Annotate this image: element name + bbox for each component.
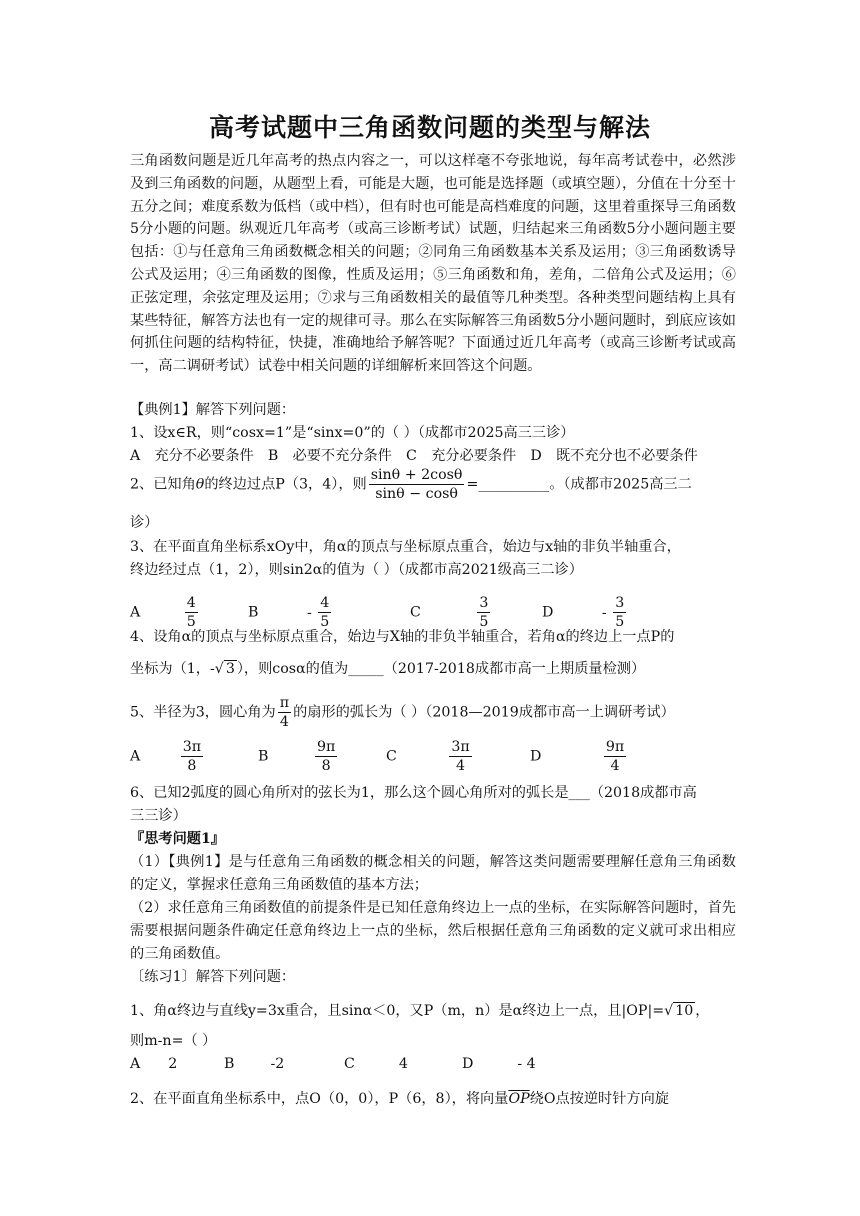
think-paragraph-1: （1）【典例1】是与任意角三角函数的概念相关的问题，解答这类问题需要理解任意角三角函数的定义，掌握求任意角三角函数值的基本方法； <box>130 854 736 893</box>
q5-option-c <box>386 738 474 775</box>
p1-a-letter: A <box>130 1056 141 1072</box>
p1-c-value: 4 <box>398 1056 408 1072</box>
q3-d-sign: - <box>601 604 607 621</box>
q2-theta: θ <box>195 476 205 493</box>
q3-a-den: 5 <box>186 614 196 630</box>
p1-option-c <box>344 1056 408 1072</box>
q2-mid: 的终边过点P（3，4），则 <box>204 476 367 493</box>
p1-c-letter: C <box>344 1056 355 1072</box>
q3-a-letter: A <box>130 604 141 621</box>
sqrt-symbol: √ <box>214 661 224 677</box>
think-paragraph-2: （2）求任意角三角函数值的前提条件是已知任意角终边上一点的坐标，在实际解答问题时，首先需要根据问题条件确定任意角终边上一点的坐标，然后根据任意角三角函数的定义就可求出相应的三角函数值。 <box>130 900 736 962</box>
think-heading: 『思考问题1』 <box>130 831 225 847</box>
q3-b-num: 4 <box>320 595 330 611</box>
q5-d-den: 4 <box>610 758 620 774</box>
q5-b-letter: B <box>258 748 269 765</box>
q5-c-letter: C <box>386 748 397 765</box>
question-2-cont: 诊） <box>130 515 159 531</box>
q2-pre: 2、已知角 <box>130 476 196 493</box>
practice-1-line1 <box>130 1000 709 1020</box>
p2-vector: $\overline{OP}$ <box>508 1091 530 1107</box>
p1-d-value: - 4 <box>517 1056 536 1072</box>
p1-pre: 1、角α终边与直线y=3x重合，且sinα＜0，又P（m，n）是α终边上一点，且|OP|= <box>130 1003 665 1019</box>
q5-option-b <box>258 738 339 775</box>
q3-c-den: 5 <box>479 614 489 630</box>
p1-post: ， <box>695 1003 710 1019</box>
question-4-line2 <box>130 658 645 678</box>
question-1: 1、设x∈R，则“cosx=1”是“sinx=0”的（ ）（成都市2025高三三诊） <box>130 425 575 441</box>
q5-c-den: 4 <box>456 758 466 774</box>
p1-option-d <box>462 1056 536 1072</box>
q3-b-letter: B <box>248 604 259 621</box>
question-2 <box>130 466 692 503</box>
example1-heading: 【典例1】解答下列问题： <box>130 402 296 418</box>
q3-d-num: 3 <box>615 595 625 611</box>
q4-post: ），则cosα的值为_____（2017-2018成都市高一上期质量检测） <box>236 661 646 677</box>
q5-c-num: 3π <box>451 739 470 755</box>
q3-b-sign: - <box>306 604 312 621</box>
q5-option-d <box>530 738 628 775</box>
q3-d-den: 5 <box>615 614 625 630</box>
p2-pre: 2、在平面直角坐标系中，点O（0，0），P（6，8），将向量 <box>130 1091 509 1107</box>
question-3-line1: 3、在平面直角坐标系xOy中，角α的顶点与坐标原点重合，始边与x轴的非负半轴重合， <box>130 539 681 555</box>
q2-numerator: sinθ + 2cosθ <box>370 467 463 483</box>
q5-b-num: 9π <box>316 739 336 755</box>
q5-a-frac <box>181 738 203 775</box>
practice-1-line2: 则m-n=（ ） <box>130 1033 217 1049</box>
q5-d-num: 9π <box>605 739 625 755</box>
page-title: 高考试题中三角函数问题的类型与解法 <box>208 113 651 142</box>
p2-post: 绕O点按逆时针方向旋 <box>529 1091 669 1107</box>
question-6-line1: 6、已知2弧度的圆心角所对的弦长为1，那么这个圆心角所对的弧长是___（2018成都市高 <box>130 785 697 801</box>
p1-a-value: 2 <box>168 1056 178 1072</box>
sqrt-symbol: √ <box>664 1003 674 1019</box>
q5-d-letter: D <box>530 748 542 765</box>
q5-d-frac <box>604 738 626 775</box>
q4-sqrt-value: 3 <box>225 661 235 677</box>
p1-b-value: -2 <box>270 1056 285 1072</box>
p1-option-a <box>130 1056 177 1072</box>
q2-fraction <box>369 466 465 503</box>
question-6-line2: 三三诊） <box>130 808 187 824</box>
q2-post: =__________。（成都市2025高三二 <box>466 476 692 493</box>
question-4-line1: 4、设角α的顶点与坐标原点重合，始边与X轴的非负半轴重合，若角α的终边上一点P的 <box>130 629 675 645</box>
q5-b-den: 8 <box>321 758 331 774</box>
q5-num: π <box>279 695 290 711</box>
p1-b-letter: B <box>224 1056 235 1072</box>
q5-a-num: 3π <box>182 739 202 755</box>
q5-a-den: 8 <box>187 758 197 774</box>
q5-b-frac <box>315 738 337 775</box>
practice-heading: 〔练习1〕解答下列问题： <box>130 969 296 985</box>
intro-paragraph: 三角函数问题是近几年高考的热点内容之一，可以这样毫不夸张地说，每年高考试卷中，必然涉及到三角函数的问题，从题型上看，可能是大题，也可能是选择题（或填空题），分值在十分至十五分之间；难度系数为低档（或中档），但有时也可能是高档难度的问题，这里着重探导三角函数5分小题的问题。纵观近几年高考（或高三诊断考试）试题，归结起来三角函数5分小题问题主要包括：①与任意角三角函数概念相关的问题；②同角三角函数基本关系及运用；③三角函数诱导公式及运用；④三角函数的图像，性质及运用；⑤三角函数和角，差角，二倍角公式及运用；⑥正弦定理，余弦定理及运用；⑦求与三角函数相关的最值等几种类型。各种类型问题结构上具有某些特征，解答方法也有一定的规律可寻。那么在实际解答三角函数5分小题问题时，到底应该如何抓住问题的结构特征，快捷，准确地给予解答呢？下面通过近几年高考（或高三诊断考试或高一，高二调研考试）试卷中相关问题的详细解析来回答这个问题。 <box>130 153 736 375</box>
q5-option-a <box>130 738 205 775</box>
p1-option-b <box>224 1056 284 1072</box>
q3-d-letter: D <box>542 604 554 621</box>
q5-fraction <box>278 694 291 731</box>
q2-denominator: sinθ − cosθ <box>375 486 458 502</box>
q5-pre: 5、半径为3，圆心角为 <box>130 704 276 721</box>
q5-a-letter: A <box>130 748 141 765</box>
q3-c-num: 3 <box>479 595 489 611</box>
practice-2-line1 <box>130 1088 669 1108</box>
q5-c-frac <box>449 738 471 775</box>
p1-d-letter: D <box>462 1056 474 1072</box>
question-5 <box>130 694 675 731</box>
q3-a-num: 4 <box>186 595 196 611</box>
question-1-options: A 充分不必要条件 B 必要不充分条件 C 充分必要条件 D 既不充分也不必要条件 <box>130 448 698 464</box>
q4-pre: 坐标为（1，- <box>130 661 215 677</box>
q5-post: 的扇形的弧长为（ ）（2018—2019成都市高一上调研考试） <box>293 704 675 721</box>
p1-sqrt-value: 10 <box>675 1003 694 1019</box>
q5-den: 4 <box>279 714 289 730</box>
question-3-line2: 终边经过点（1，2），则sin2α的值为（ ）（成都市高2021级高三二诊） <box>130 562 583 578</box>
q3-c-letter: C <box>410 604 421 621</box>
q3-b-den: 5 <box>320 614 330 630</box>
